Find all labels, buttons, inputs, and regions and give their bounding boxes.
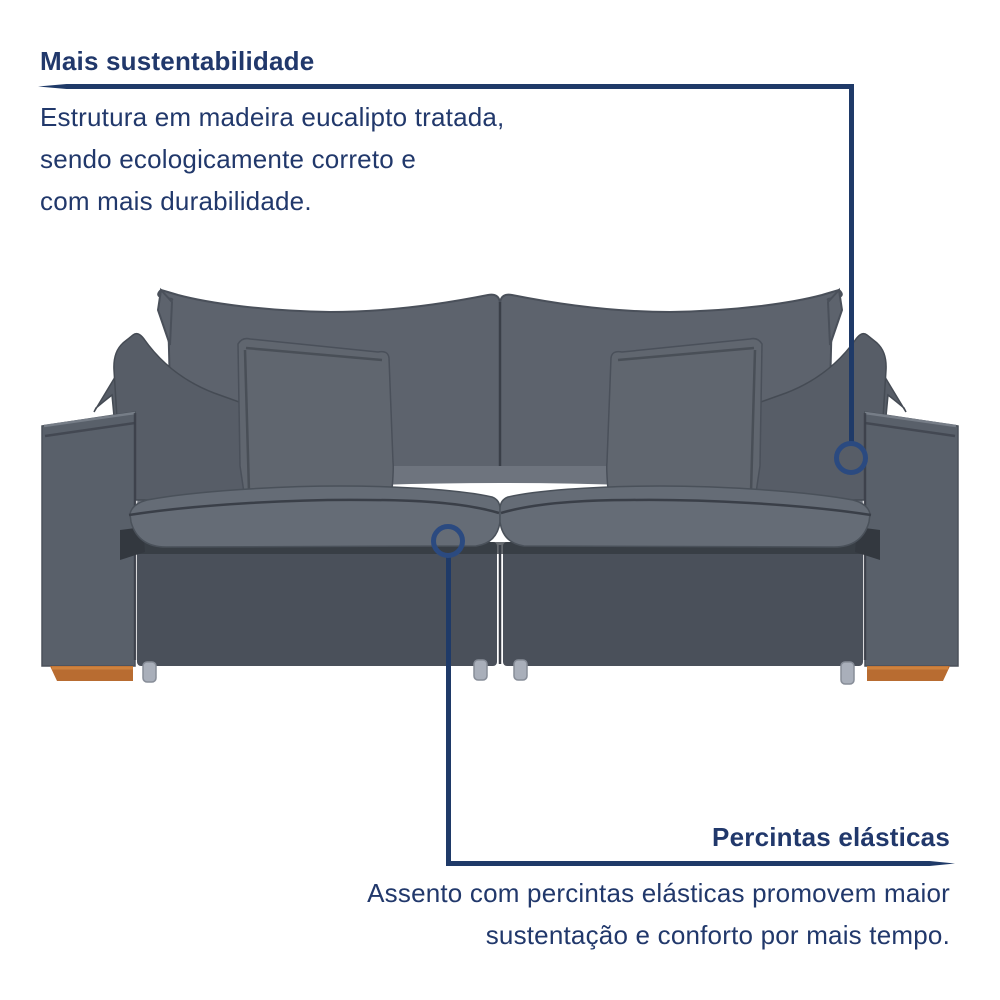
- straps-description: [367, 872, 950, 956]
- sustainability-title: Mais sustentabilidade: [40, 46, 315, 76]
- straps-callout-vertical-line: [446, 556, 451, 863]
- sustainability-line-3: com mais durabilidade.: [40, 186, 312, 216]
- straps-title: Percintas elásticas: [712, 822, 950, 852]
- straps-line-1: Assento com percintas elásticas promovem maior: [367, 878, 950, 908]
- callout-ring-seat: [431, 524, 465, 558]
- sustainability-line-1: Estrutura em madeira eucalipto tratada,: [40, 102, 505, 132]
- sustainability-description: [40, 96, 504, 222]
- wood-foot-right: [867, 666, 950, 681]
- wood-foot-left: [50, 666, 133, 681]
- straps-callout-rule: [446, 861, 955, 866]
- sustainability-line-2: sendo ecologicamente correto e: [40, 144, 417, 174]
- sustainability-callout-vertical-line: [849, 86, 854, 442]
- sustainability-callout-rule: [38, 84, 854, 89]
- callout-ring-frame: [834, 441, 868, 475]
- sofa-illustration: [42, 290, 958, 684]
- sofa-base: [120, 527, 880, 666]
- straps-line-2: sustentação e conforto por mais tempo.: [485, 920, 950, 950]
- seat-cushions: [129, 486, 871, 547]
